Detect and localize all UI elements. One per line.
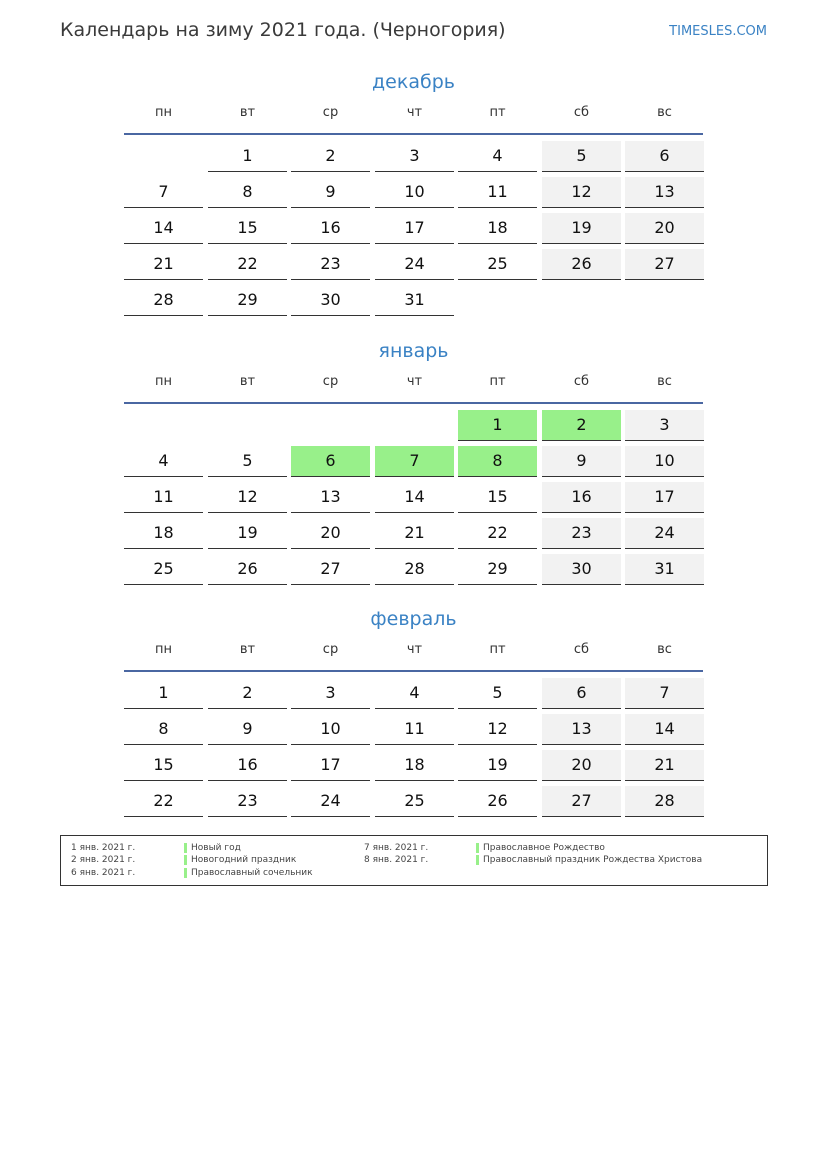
day-cell: 30 (542, 554, 621, 585)
day-cell: 26 (458, 786, 537, 817)
weekday-label: вт (239, 642, 256, 657)
day-cell: 2 (291, 141, 370, 172)
legend-holiday-name: Новогодний праздник (191, 855, 297, 865)
day-cell: 9 (542, 446, 621, 477)
day-cell: 21 (625, 750, 704, 781)
header-divider (124, 402, 703, 404)
legend-holiday-name: Православное Рождество (483, 843, 605, 853)
day-cell: 3 (375, 141, 454, 172)
day-cell: 15 (208, 213, 287, 244)
day-cell: 25 (124, 554, 203, 585)
legend-holiday-name: Православный сочельник (191, 868, 313, 878)
day-cell: 22 (124, 786, 203, 817)
day-cell: 3 (291, 678, 370, 709)
day-cell: 10 (625, 446, 704, 477)
holiday-color-mark (476, 843, 479, 853)
day-cell: 4 (375, 678, 454, 709)
month-name: февраль (370, 608, 457, 630)
day-cell: 28 (375, 554, 454, 585)
day-cell: 23 (291, 249, 370, 280)
day-cell: 17 (291, 750, 370, 781)
holiday-color-mark (476, 855, 479, 865)
day-cell: 16 (291, 213, 370, 244)
holiday-legend (60, 835, 768, 886)
day-cell: 16 (208, 750, 287, 781)
weekday-header (124, 367, 703, 402)
day-cell: 29 (208, 285, 287, 316)
day-cell: 23 (542, 518, 621, 549)
legend-date: 7 янв. 2021 г. (364, 843, 429, 853)
legend-date: 1 янв. 2021 г. (71, 843, 136, 853)
legend-holiday-name: Новый год (191, 843, 241, 853)
day-cell: 27 (625, 249, 704, 280)
day-cell: 9 (291, 177, 370, 208)
day-cell: 13 (625, 177, 704, 208)
weekday-label: чт (406, 374, 423, 389)
day-cell: 11 (124, 482, 203, 513)
day-cell: 26 (542, 249, 621, 280)
day-cell: 14 (124, 213, 203, 244)
day-cell: 24 (291, 786, 370, 817)
day-cell: 2 (208, 678, 287, 709)
day-cell: 23 (208, 786, 287, 817)
day-cell: 1 (208, 141, 287, 172)
day-cell: 20 (291, 518, 370, 549)
day-cell: 15 (124, 750, 203, 781)
day-cell: 12 (542, 177, 621, 208)
day-cell: 31 (375, 285, 454, 316)
day-cell: 24 (375, 249, 454, 280)
day-cell: 10 (291, 714, 370, 745)
day-cell: 12 (208, 482, 287, 513)
day-cell: 5 (458, 678, 537, 709)
day-cell: 20 (625, 213, 704, 244)
weekday-label: вс (657, 374, 672, 389)
day-cell: 26 (208, 554, 287, 585)
header-divider (124, 670, 703, 672)
weekday-label: вс (657, 105, 672, 120)
day-cell: 25 (458, 249, 537, 280)
day-cell: 1 (124, 678, 203, 709)
day-cell: 19 (458, 750, 537, 781)
day-cell: 1 (458, 410, 537, 441)
day-cell: 7 (375, 446, 454, 477)
weekday-label: чт (406, 105, 423, 120)
weekday-header (124, 635, 703, 670)
weekday-label: вт (239, 374, 256, 389)
day-cell: 21 (124, 249, 203, 280)
day-cell: 27 (542, 786, 621, 817)
day-cell: 18 (458, 213, 537, 244)
weekday-label: пт (489, 642, 506, 657)
day-cell: 4 (458, 141, 537, 172)
day-cell: 24 (625, 518, 704, 549)
day-cell: 5 (208, 446, 287, 477)
weekday-label: пн (155, 374, 172, 389)
day-cell: 30 (291, 285, 370, 316)
day-cell: 11 (458, 177, 537, 208)
day-cell: 27 (291, 554, 370, 585)
legend-holiday-name: Православный праздник Рождества Христова (483, 855, 703, 865)
day-cell: 7 (625, 678, 704, 709)
day-cell: 12 (458, 714, 537, 745)
legend-date: 8 янв. 2021 г. (364, 855, 429, 865)
day-cell: 10 (375, 177, 454, 208)
day-cell: 18 (375, 750, 454, 781)
day-cell: 22 (458, 518, 537, 549)
day-cell: 21 (375, 518, 454, 549)
holiday-color-mark (184, 868, 187, 878)
day-cell: 22 (208, 249, 287, 280)
day-cell: 9 (208, 714, 287, 745)
month-name: декабрь (372, 71, 455, 93)
weekday-label: пн (155, 642, 172, 657)
day-cell: 4 (124, 446, 203, 477)
day-cell: 6 (625, 141, 704, 172)
holiday-color-mark (184, 843, 187, 853)
page-title: Календарь на зиму 2021 года. (Черногория) (60, 19, 506, 41)
day-cell: 3 (625, 410, 704, 441)
day-cell: 6 (291, 446, 370, 477)
day-cell: 6 (542, 678, 621, 709)
site-link[interactable]: TIMESLES.COM (669, 24, 767, 39)
weekday-label: вс (657, 642, 672, 657)
day-cell: 14 (625, 714, 704, 745)
weekday-label: пн (155, 105, 172, 120)
weekday-label: ср (322, 642, 339, 657)
day-cell: 16 (542, 482, 621, 513)
day-cell: 8 (458, 446, 537, 477)
day-cell: 25 (375, 786, 454, 817)
day-cell: 13 (291, 482, 370, 513)
weekday-label: чт (406, 642, 423, 657)
day-cell: 8 (124, 714, 203, 745)
legend-date: 6 янв. 2021 г. (71, 868, 136, 878)
day-cell: 5 (542, 141, 621, 172)
weekday-label: сб (573, 642, 590, 657)
day-cell: 31 (625, 554, 704, 585)
month-december (124, 70, 703, 309)
weekday-header (124, 98, 703, 133)
month-january (124, 339, 703, 578)
day-cell: 19 (542, 213, 621, 244)
weekday-label: ср (322, 105, 339, 120)
day-cell: 20 (542, 750, 621, 781)
day-cell: 2 (542, 410, 621, 441)
weekday-label: ср (322, 374, 339, 389)
weekday-label: вт (239, 105, 256, 120)
day-cell: 14 (375, 482, 454, 513)
month-february (124, 607, 703, 810)
day-cell: 29 (458, 554, 537, 585)
day-cell: 17 (625, 482, 704, 513)
day-cell: 8 (208, 177, 287, 208)
day-cell: 19 (208, 518, 287, 549)
header-divider (124, 133, 703, 135)
day-cell: 11 (375, 714, 454, 745)
month-name: январь (378, 340, 449, 362)
weekday-label: сб (573, 374, 590, 389)
holiday-color-mark (184, 855, 187, 865)
day-cell: 15 (458, 482, 537, 513)
day-cell: 28 (124, 285, 203, 316)
legend-date: 2 янв. 2021 г. (71, 855, 136, 865)
weekday-label: пт (489, 374, 506, 389)
weekday-label: сб (573, 105, 590, 120)
day-cell: 13 (542, 714, 621, 745)
weekday-label: пт (489, 105, 506, 120)
day-cell: 18 (124, 518, 203, 549)
day-cell: 7 (124, 177, 203, 208)
day-cell: 17 (375, 213, 454, 244)
day-cell: 28 (625, 786, 704, 817)
